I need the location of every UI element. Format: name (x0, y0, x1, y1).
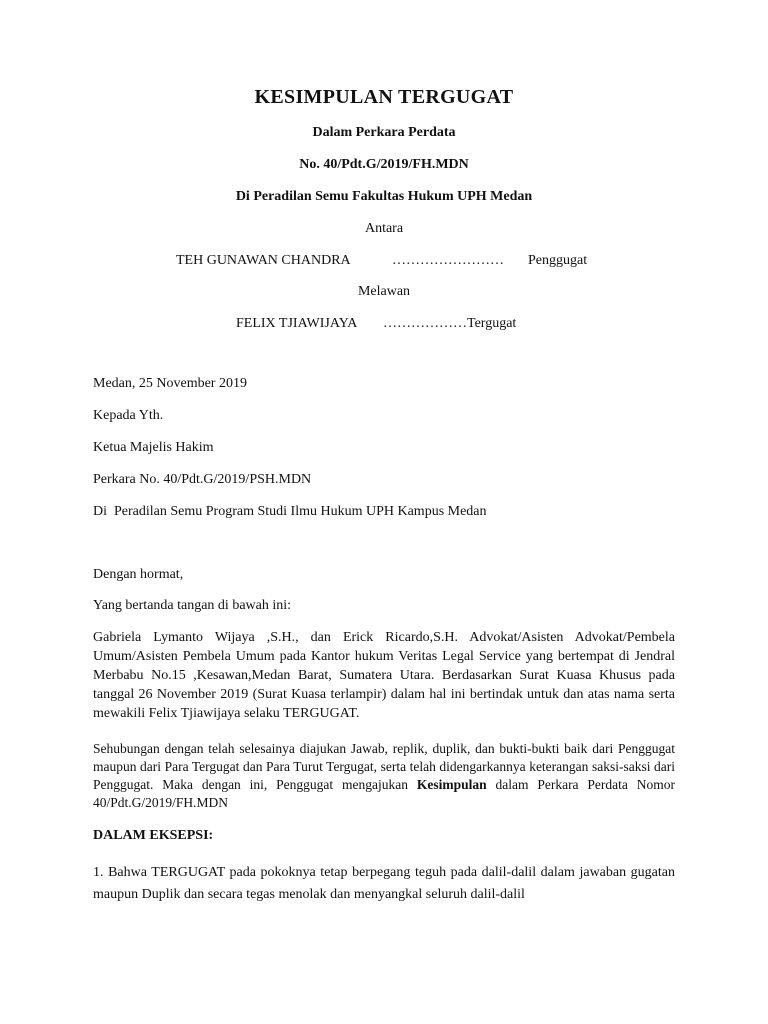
court-name: Di Peradilan Semu Fakultas Hukum UPH Medan (235, 189, 533, 204)
plaintiff-name: TEH GUNAWAN CHANDRA (176, 253, 351, 268)
between-label: Antara (364, 221, 404, 236)
letter-greeting: Dengan hormat, (93, 567, 184, 582)
case-type: Dalam Perkara Perdata (312, 125, 456, 140)
plaintiff-leader-dots: …………………… (392, 253, 504, 268)
letter-date: Medan, 25 November 2019 (93, 376, 247, 391)
paragraph-representation: Gabriela Lymanto Wijaya ,S.H., dan Erick Ricardo,S.H. Advokat/Asisten Advokat/Pembela Umum/Asisten Pembela Umum pada Kantor hukum Veritas Legal Service yang bertempat di Jendral Merbabu No.15 ,Kesawan,Medan Barat, Sumatera Utara. Berdasarkan Surat Kuasa Khusus pada tanggal 26 November 2019 (Surat Kuasa terlampir) dalam hal ini bertindak untuk dan atas nama serta mewakili Felix Tjiawijaya selaku TERGUGAT. (93, 630, 675, 721)
defendant-name: FELIX TJIAWIJAYA (236, 316, 358, 331)
document-title: KESIMPULAN TERGUGAT (254, 86, 514, 108)
letter-undersigned: Yang bertanda tangan di bawah ini: (93, 598, 292, 613)
letter-case-ref: Perkara No. 40/Pdt.G/2019/PSH.MDN (93, 472, 312, 487)
paragraph-conclusion (93, 740, 675, 812)
versus-label: Melawan (357, 284, 411, 299)
plaintiff-role: Penggugat (528, 253, 588, 268)
defendant-leader-dots: ……………… (383, 316, 467, 331)
letter-recipient: Ketua Majelis Hakim (93, 440, 214, 455)
paragraph-conclusion-bold: Kesimpulan (416, 777, 487, 792)
paragraph-conclusion-text: Sehubungan dengan telah selesainya diajukan Jawab, replik, duplik, dan bukti-bukti baik dari Penggugat maupun dari Para Tergugat dan Para Turut Tergugat, serta telah didengarkannya keterangan saksi-saksi dari Penggugat. Maka dengan ini, Penggugat mengajukan (93, 741, 675, 792)
section-heading-eksepsi: DALAM EKSEPSI: (93, 828, 214, 843)
case-number: No. 40/Pdt.G/2019/FH.MDN (299, 157, 469, 172)
letter-to: Kepada Yth. (93, 408, 164, 423)
defendant-dots-role (383, 316, 516, 332)
list-item: 1. Bahwa TERGUGAT pada pokoknya tetap berpegang teguh pada dalil-dalil dalam jawaban gugatan maupun Duplik dan secara tegas menolak dan menyangkal seluruh dalil-dalil (93, 865, 675, 902)
defendant-role: Tergugat (467, 316, 517, 331)
paragraph-conclusion-tail: dalam Perkara Perdata Nomor 40/Pdt.G/2019/FH.MDN (93, 777, 675, 810)
letter-venue: Di Peradilan Semu Program Studi Ilmu Hukum UPH Kampus Medan (93, 504, 487, 519)
